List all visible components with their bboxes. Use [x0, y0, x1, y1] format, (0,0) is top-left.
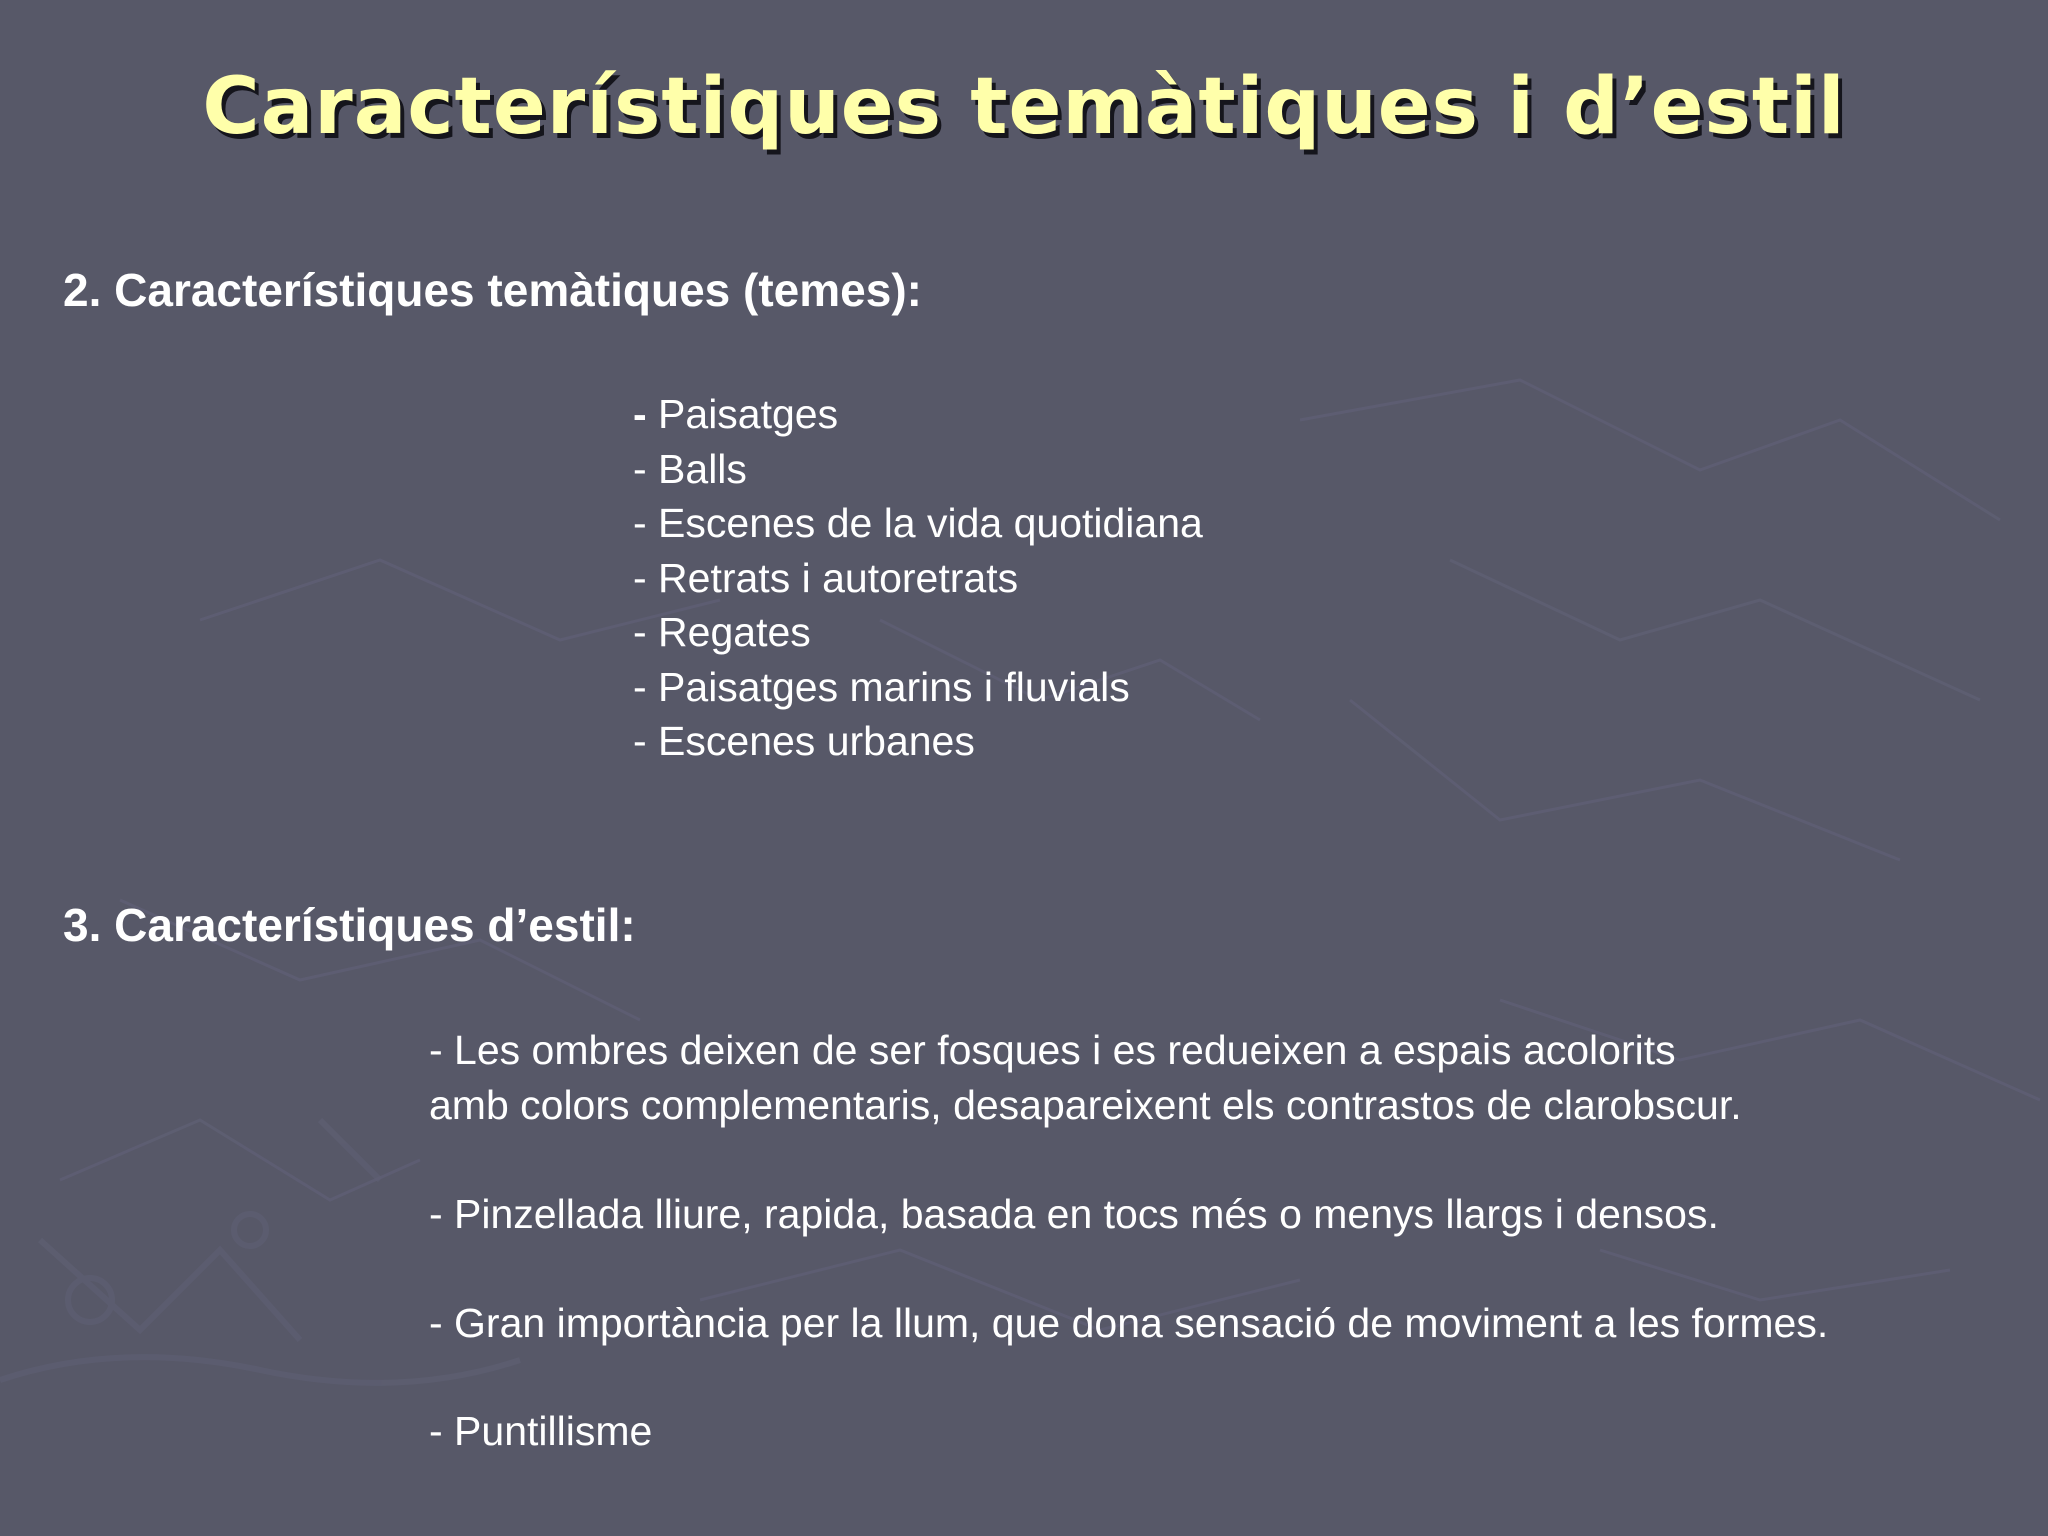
style-item-line: - Gran importància per la llum, que dona sensació de moviment a les formes. [429, 1300, 1829, 1346]
list-item [633, 387, 1203, 442]
list-dash: - [633, 663, 647, 710]
theme-list [633, 387, 1203, 769]
list-item-text: Retrats i autoretrats [646, 554, 1019, 601]
list-item-text: Regates [646, 609, 811, 655]
style-item-line: - Les ombres deixen de ser fosques i es redueixen a espais acolorits [429, 1027, 1676, 1073]
slide-title: Característiques temàtiques i d’estil [202, 62, 1846, 152]
list-item [633, 551, 1203, 606]
style-item-brushwork [429, 1187, 1719, 1242]
style-item-line: amb colors complementaris, desapareixent els contrastos de clarobscur. [429, 1081, 1742, 1128]
style-item-shadows [429, 1023, 1742, 1132]
list-dash: - [633, 391, 647, 437]
style-item-line: - Pinzellada lliure, rapida, basada en tocs més o menys llargs i densos. [429, 1191, 1719, 1237]
list-item-text: Paisatges marins i fluvials [646, 663, 1130, 710]
section-3-heading: 3. Característiques d’estil: [63, 899, 636, 951]
list-item-text: Paisatges [646, 391, 839, 437]
style-item-light [429, 1296, 1828, 1351]
list-dash: - [633, 718, 647, 764]
list-item [633, 660, 1203, 715]
list-item [633, 442, 1203, 497]
list-dash: - [633, 445, 647, 492]
style-item-pointillism [429, 1404, 652, 1459]
list-dash: - [633, 500, 647, 546]
list-item [633, 496, 1203, 551]
list-dash: - [633, 554, 647, 601]
list-item-text: Balls [646, 445, 747, 492]
list-item-text: Escenes urbanes [646, 718, 975, 764]
list-item [633, 605, 1203, 660]
style-item-line: - Puntillisme [429, 1408, 653, 1454]
list-item-text: Escenes de la vida quotidiana [646, 500, 1203, 546]
section-2-heading: 2. Característiques temàtiques (temes): [63, 264, 922, 316]
list-dash: - [633, 609, 647, 655]
list-item [633, 714, 1203, 769]
